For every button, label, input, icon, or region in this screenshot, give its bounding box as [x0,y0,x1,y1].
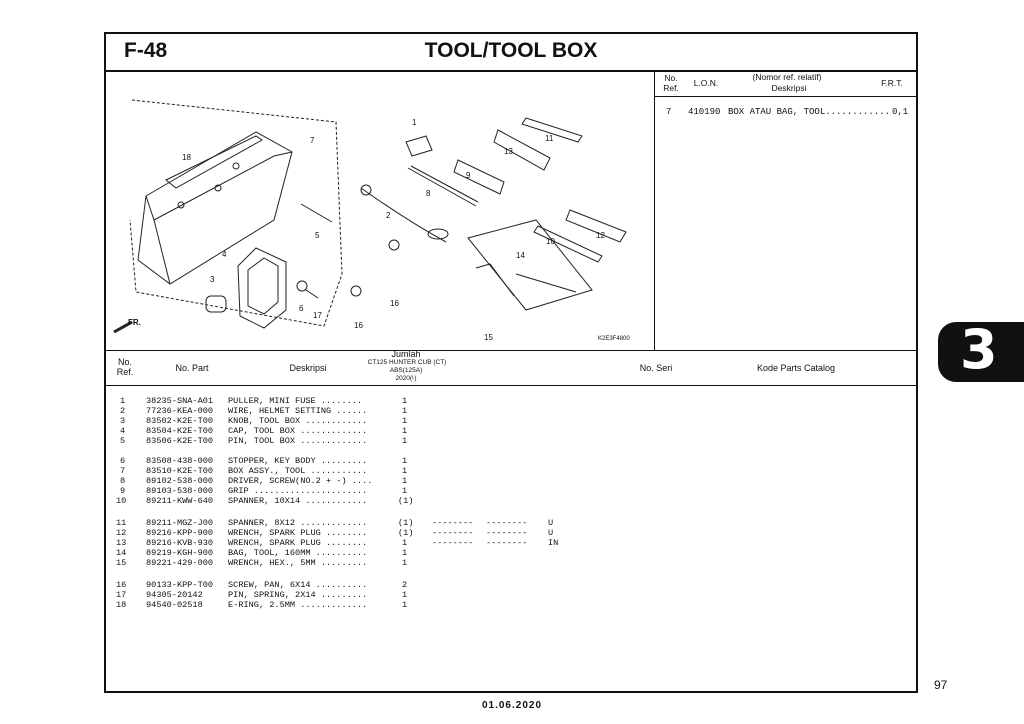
callout-11: 11 [545,134,554,143]
diagram-code: K2E3F4800 [598,336,630,342]
row-kode: IN [548,538,559,548]
table-row [106,518,906,528]
row-part: 89219-KGH-900 [146,548,214,558]
row-desc: BAG, TOOL, 160MM .......... [228,548,368,558]
row-qty: 1 [402,466,408,476]
row-desc: PULLER, MINI FUSE ........ [228,396,363,406]
table-row [106,486,906,496]
row-ref: 10 [116,496,127,506]
callout-10: 10 [546,237,555,246]
lon-col-lon: L.O.N. [693,78,719,88]
col-abs: ABS(125A) [389,367,423,374]
col-model: CT125 HUNTER CUB (CT) [367,359,447,366]
row-part: 89102-538-000 [146,476,214,486]
callout-1: 1 [412,118,417,127]
col-year: 2020(ᴸ) [395,375,417,382]
row-desc: STOPPER, KEY BODY ......... [228,456,368,466]
row-part: 83508-438-000 [146,456,214,466]
table-row [106,528,906,538]
callout-13: 13 [504,147,513,156]
row-desc: E-RING, 2.5MM ............. [228,600,368,610]
row-ref: 12 [116,528,127,538]
page-number: 97 [934,678,948,692]
row-part: 83504-K2E-T00 [146,426,214,436]
row-part: 89211-MGZ-J00 [146,518,214,528]
diagram-drawing [106,70,654,350]
row-part: 89103-538-000 [146,486,214,496]
callout-18: 18 [182,153,191,162]
row-qty: 2 [402,580,408,590]
table-row [106,406,906,416]
row-ref: 13 [116,538,127,548]
row-part: 90133-KPP-T00 [146,580,214,590]
callout-14: 14 [516,251,525,260]
row-qty: 1 [402,426,408,436]
row-ref: 8 [120,476,126,486]
row-desc: KNOB, TOOL BOX ............ [228,416,368,426]
row-qty: 1 [402,486,408,496]
row-kode: U [548,528,554,538]
row-desc: GRIP ...................... [228,486,368,496]
row-qty: (1) [398,496,414,506]
row-desc: PIN, TOOL BOX ............. [228,436,368,446]
row-seri2: -------- [486,528,528,538]
col-jumlah: Jumlah [391,349,421,359]
callout-16a: 16 [390,299,399,308]
table-row [106,456,906,466]
lon-table [654,70,916,350]
row-seri2: -------- [486,538,528,548]
table-row [106,538,906,548]
lon-col-deskripsi: Deskripsi [771,83,807,93]
row-part: 83502-K2E-T00 [146,416,214,426]
row-ref: 2 [120,406,126,416]
row-seri1: -------- [432,528,474,538]
row-desc: WIRE, HELMET SETTING ...... [228,406,368,416]
exploded-diagram [106,70,655,350]
lon-col-no-ref: No. Ref. [663,73,679,93]
row-qty: 1 [402,456,408,466]
row-qty: (1) [398,528,414,538]
table-row [106,558,906,568]
callout-16b: 16 [354,321,363,330]
table-row [106,548,906,558]
col-deskripsi: Deskripsi [289,363,327,373]
callout-15: 15 [484,333,493,342]
col-no-seri: No. Seri [639,363,673,373]
lon-row-lon: 410190 [688,107,721,117]
table-row [106,600,906,610]
lon-header [654,70,916,97]
row-part: 83506-K2E-T00 [146,436,214,446]
row-ref: 18 [116,600,127,610]
row-ref: 4 [120,426,126,436]
row-desc: DRIVER, SCREW(NO.2 + -) .... [228,476,373,486]
table-row [106,476,906,486]
table-row [106,396,906,406]
table-row [106,590,906,600]
row-qty: 1 [402,476,408,486]
fr-label: FR. [128,318,141,327]
row-desc: SPANNER, 10X14 ............ [228,496,368,506]
callout-4: 4 [222,250,227,259]
table-row [106,416,906,426]
row-ref: 3 [120,416,126,426]
section-tab [938,318,1024,382]
row-ref: 7 [120,466,126,476]
row-desc: PIN, SPRING, 2X14 ......... [228,590,368,600]
table-row [106,496,906,506]
row-desc: SCREW, PAN, 6X14 .......... [228,580,368,590]
row-part: 83510-K2E-T00 [146,466,214,476]
row-ref: 6 [120,456,126,466]
section-tab-number: 3 [960,318,998,381]
callout-3: 3 [210,275,215,284]
row-ref: 17 [116,590,127,600]
row-qty: 1 [402,600,408,610]
callout-6: 6 [299,304,304,313]
row-qty: 1 [402,558,408,568]
row-desc: WRENCH, SPARK PLUG ........ [228,528,368,538]
callout-5: 5 [315,231,320,240]
callout-7: 7 [310,136,315,145]
page-header [106,34,916,72]
row-part: 77236-KEA-000 [146,406,214,416]
callout-8: 8 [426,189,431,198]
table-row [106,426,906,436]
callout-2: 2 [386,211,391,220]
row-kode: U [548,518,554,528]
row-ref: 9 [120,486,126,496]
row-ref: 11 [116,518,127,528]
row-part: 89221-429-000 [146,558,214,568]
row-desc: CAP, TOOL BOX ............. [228,426,368,436]
table-row [106,436,906,446]
row-qty: 1 [402,590,408,600]
table-row [106,466,906,476]
callout-9: 9 [466,171,471,180]
row-ref: 1 [120,396,126,406]
row-part: 89216-KVB-930 [146,538,214,548]
row-qty: 1 [402,416,408,426]
lon-row-frt: 0,1 [892,107,909,117]
row-ref: 14 [116,548,127,558]
row-desc: WRENCH, HEX., 5MM ......... [228,558,368,568]
row-qty: 1 [402,396,408,406]
row-part: 94540-02518 [146,600,203,610]
row-part: 38235-SNA-A01 [146,396,214,406]
row-seri1: -------- [432,518,474,528]
col-no-ref: No. Ref. [116,357,134,377]
row-part: 94305-20142 [146,590,203,600]
row-ref: 15 [116,558,127,568]
row-ref: 5 [120,436,126,446]
row-desc: SPANNER, 8X12 ............. [228,518,368,528]
lon-col-frt: F.R.T. [881,78,903,88]
row-desc: WRENCH, SPARK PLUG ........ [228,538,368,548]
row-part: 89211-KWW-640 [146,496,214,506]
row-seri2: -------- [486,518,528,528]
lon-row-ref: 7 [666,107,672,117]
row-qty: 1 [402,436,408,446]
parts-table-header [106,350,916,386]
row-desc: BOX ASSY., TOOL ........... [228,466,368,476]
lon-row-desc: BOX ATAU BAG, TOOL............ [728,107,891,117]
col-kode: Kode Parts Catalog [756,363,836,373]
lon-col-nomor-ref: (Nomor ref. relatif) [752,72,822,82]
row-qty: 1 [402,538,408,548]
row-qty: (1) [398,518,414,528]
page-title: TOOL/TOOL BOX [424,39,598,62]
row-ref: 16 [116,580,127,590]
callout-12: 12 [596,231,605,240]
row-part: 89216-KPP-900 [146,528,214,538]
table-row [106,580,906,590]
col-no-part: No. Part [175,363,209,373]
row-seri1: -------- [432,538,474,548]
figure-code: F-48 [124,39,168,62]
catalog-frame [104,32,918,693]
callout-17: 17 [313,311,322,320]
publish-date: 01.06.2020 [481,700,543,711]
row-qty: 1 [402,406,408,416]
row-qty: 1 [402,548,408,558]
